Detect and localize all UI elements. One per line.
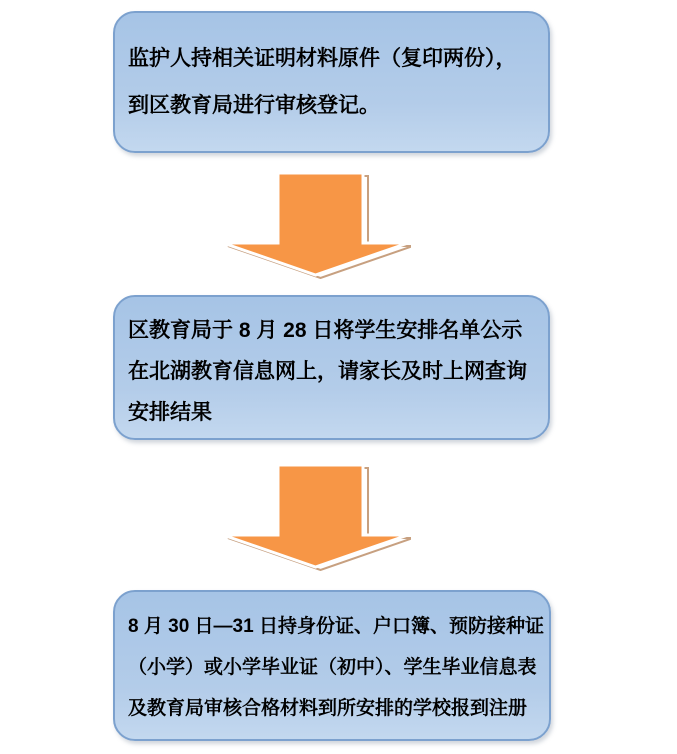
step-text-line: 区教育局于 8 月 28 日将学生安排名单公示 [128,319,523,342]
step-text-line: 安排结果 [128,401,212,424]
step-text-line: 8 月 30 日—31 日持身份证、户口簿、预防接种证 [128,616,544,637]
step-text-line: （小学）或小学毕业证（初中）、学生毕业信息表 [128,657,537,678]
down-arrow-icon [221,171,411,279]
step-text-line: 到区教育局进行审核登记。 [128,94,380,117]
down-arrow-body [223,173,408,275]
flow-step-placement-announcement [113,295,550,440]
flow-step-school-enrollment [113,590,551,741]
step-text-line: 在北湖教育信息网上，请家长及时上网查询 [128,360,527,383]
step-text-line: 监护人持相关证明材料原件（复印两份）， [128,47,517,70]
down-arrow-body [223,465,408,567]
flow-step-review-registration [113,11,550,153]
down-arrow-icon [221,463,411,571]
step-text-line: 及教育局审核合格材料到所安排的学校报到注册 [128,698,528,719]
